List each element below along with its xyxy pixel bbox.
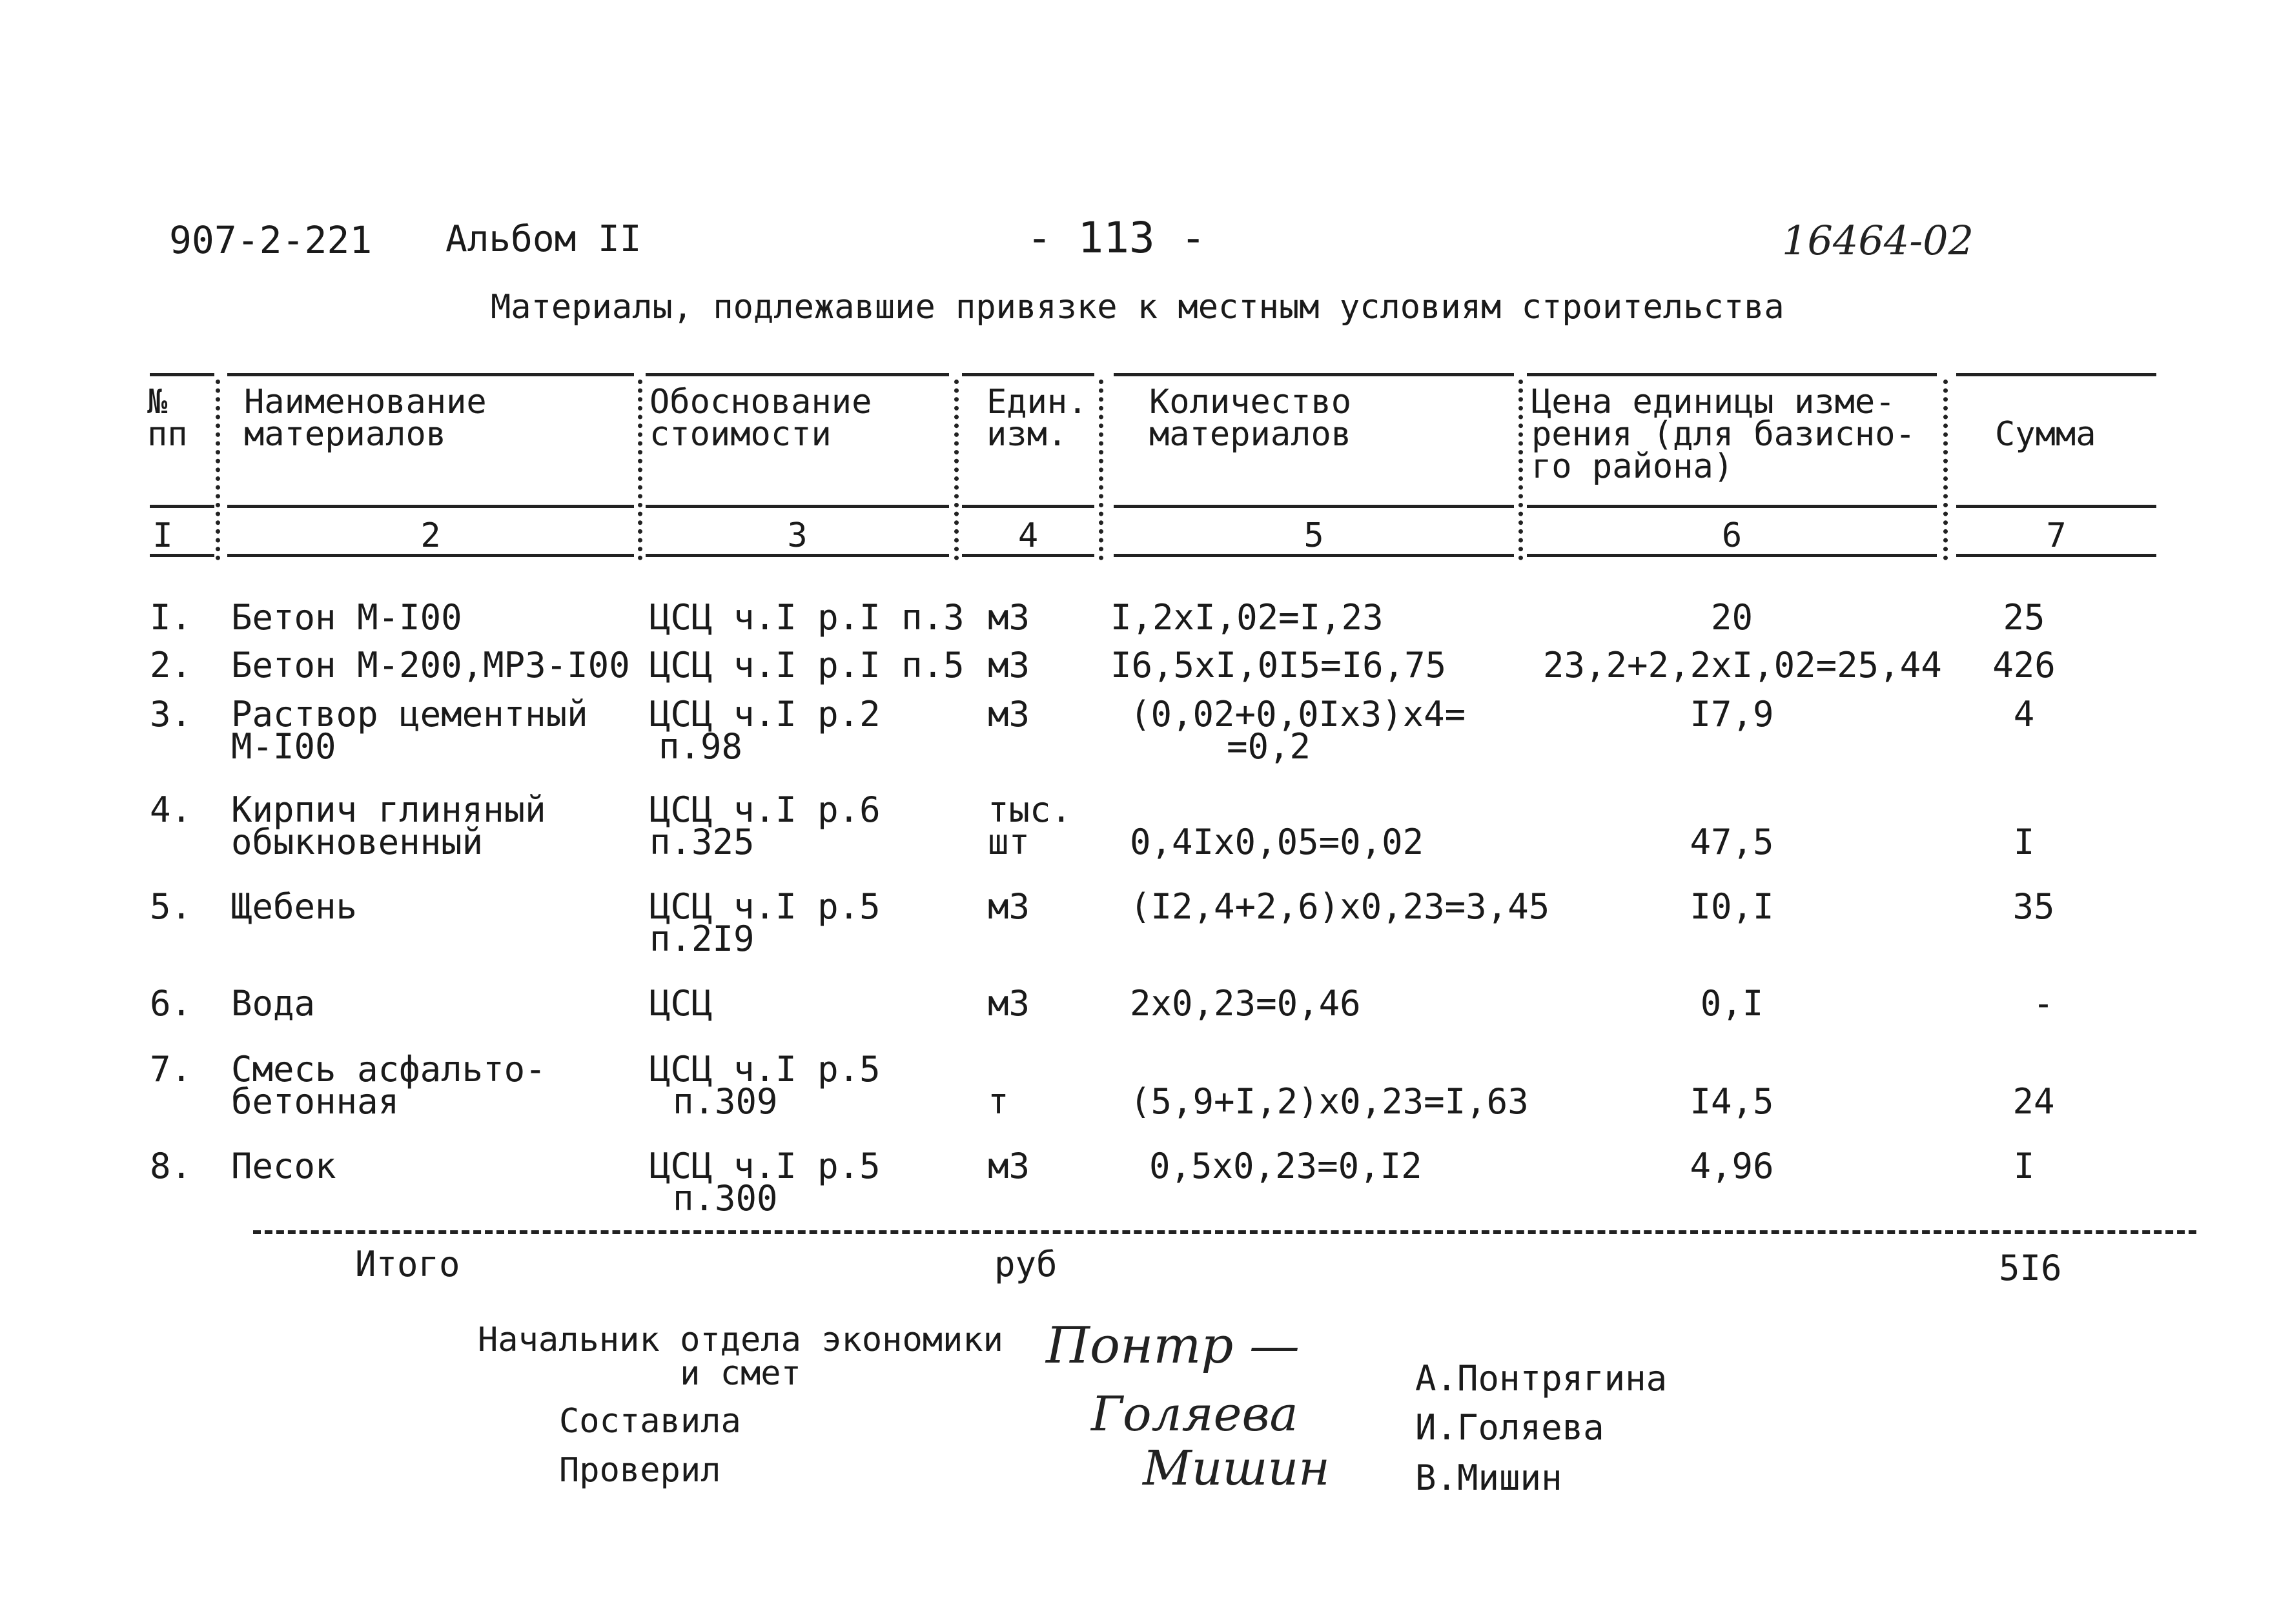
- unit: [988, 645, 1030, 685]
- unit-price: I7,9: [1690, 694, 1774, 735]
- col-number: 6: [1721, 516, 1742, 555]
- header-mid-rule: [1956, 505, 2156, 508]
- row-number: 7.: [150, 1049, 192, 1090]
- unit-line: шт: [988, 822, 1030, 862]
- signature-role: [559, 1451, 721, 1490]
- cost-basis: [649, 645, 965, 685]
- col-head-line: №: [147, 383, 168, 421]
- quantity-line: 0,5х0,23=0,I2: [1149, 1146, 1422, 1186]
- unit: [988, 1146, 1030, 1186]
- unit-price: 20: [1710, 597, 1753, 638]
- quantity: [1130, 822, 1424, 862]
- row-sum: -: [2032, 983, 2054, 1024]
- column-separator: [216, 380, 220, 560]
- header-top-rule: [962, 373, 1094, 376]
- col-head-line: пп: [147, 415, 188, 454]
- unit-line: м3: [988, 1146, 1030, 1186]
- cost-basis-line: п.2I9: [649, 919, 755, 959]
- material-name: [231, 789, 546, 862]
- signature-role: [478, 1321, 1003, 1393]
- column-separator: [1099, 380, 1103, 560]
- row-number: 3.: [150, 694, 192, 735]
- row-sum: 35: [2012, 886, 2055, 927]
- total-label: Итого: [355, 1244, 460, 1284]
- material-name-line: Песок: [231, 1146, 336, 1186]
- col-number: 2: [420, 516, 441, 555]
- col-head-basis: [649, 383, 872, 454]
- material-name-line: бетонная: [231, 1081, 400, 1122]
- signer-name: А.Понтрягина: [1415, 1358, 1668, 1399]
- col-head-line: стоимости: [649, 415, 832, 454]
- material-name: [231, 886, 358, 927]
- unit: [988, 694, 1030, 735]
- row-sum: 25: [2003, 597, 2045, 638]
- quantity: [1130, 1081, 1529, 1122]
- material-name: [231, 983, 316, 1024]
- col-number: 7: [2046, 516, 2067, 555]
- material-name-line: Бетон М-I00: [231, 597, 462, 638]
- material-name-line: Кирпич глиняный: [231, 789, 546, 830]
- unit-price: 47,5: [1690, 822, 1774, 862]
- total-sum: 5I6: [1999, 1248, 2062, 1288]
- album-label: Альбом II: [445, 218, 642, 260]
- unit: [988, 789, 1072, 862]
- col-head-line: го района): [1531, 447, 1734, 486]
- handwritten-signature: Голяева: [1091, 1386, 1298, 1442]
- header-mid-rule: [150, 505, 214, 508]
- col-head-unit: [986, 383, 1088, 454]
- unit-price: 23,2+2,2хI,02=25,44: [1543, 645, 1942, 685]
- cost-basis: [649, 1049, 881, 1122]
- quantity-line: (I2,4+2,6)х0,23=3,45: [1130, 886, 1550, 927]
- cost-basis-line: ЦСЦ ч.I р.I п.5: [649, 645, 965, 685]
- unit: [988, 1081, 1009, 1122]
- cost-basis: [649, 694, 881, 767]
- cost-basis-line: п.98: [659, 726, 743, 767]
- cost-basis-line: ЦСЦ ч.I р.5: [649, 1049, 881, 1090]
- row-number: I.: [150, 597, 192, 638]
- quantity-line: (0,02+0,0Iх3)х4=: [1130, 694, 1466, 735]
- unit-line: м3: [988, 597, 1030, 638]
- handwritten-signature: Мишин: [1143, 1441, 1330, 1496]
- col-head-line: рения (для базисно-: [1531, 415, 1916, 454]
- row-sum: 426: [1992, 645, 2056, 685]
- unit-price: I0,I: [1690, 886, 1774, 927]
- col-number: 4: [1017, 516, 1039, 555]
- col-head-name: [244, 383, 487, 454]
- header-top-rule: [1527, 373, 1937, 376]
- cost-basis: [649, 983, 713, 1024]
- header-mid-rule: [1114, 505, 1514, 508]
- document-code: 907-2-221: [169, 218, 373, 262]
- signature-role-line: и смет: [680, 1354, 801, 1393]
- col-head-line: Наименование: [244, 383, 487, 421]
- unit-line: т: [988, 1081, 1009, 1122]
- row-number: 8.: [150, 1146, 192, 1186]
- unit: [988, 886, 1030, 927]
- row-number: 4.: [150, 789, 192, 830]
- material-name-line: Бетон М-200,МРЗ-I00: [231, 645, 630, 685]
- unit-price: 0,I: [1700, 983, 1764, 1024]
- signature-role: [559, 1402, 741, 1441]
- material-name: [231, 597, 462, 638]
- quantity: [1130, 886, 1550, 927]
- row-sum: 24: [2012, 1081, 2055, 1122]
- unit-line: м3: [988, 886, 1030, 927]
- header-top-rule: [227, 373, 634, 376]
- cost-basis-line: ЦСЦ ч.I р.5: [649, 886, 881, 927]
- col-head-line: Сумма: [1995, 415, 2096, 454]
- col-head-sum: [1995, 415, 2096, 454]
- cost-basis: [649, 597, 965, 638]
- col-number: 3: [787, 516, 808, 555]
- quantity-line: (5,9+I,2)х0,23=I,63: [1130, 1081, 1529, 1122]
- quantity: [1130, 694, 1466, 767]
- material-name: [231, 645, 630, 685]
- unit-line: м3: [988, 645, 1030, 685]
- quantity: [1130, 983, 1361, 1024]
- inventory-number: 16464-02: [1782, 217, 1974, 264]
- cost-basis: [649, 789, 881, 862]
- col-head-quantity: [1149, 383, 1352, 454]
- column-separator: [1943, 380, 1948, 560]
- header-top-rule: [1956, 373, 2156, 376]
- quantity-line: 0,4Iх0,05=0,02: [1130, 822, 1424, 862]
- material-name: [231, 1146, 336, 1186]
- material-name-line: М-I00: [231, 726, 336, 767]
- material-name-line: Смесь асфальто-: [231, 1049, 546, 1090]
- cost-basis-line: п.300: [673, 1178, 778, 1219]
- header-mid-rule: [1527, 505, 1937, 508]
- col-head-line: Един.: [986, 383, 1088, 421]
- material-name-line: обыкновенный: [231, 822, 484, 862]
- cost-basis: [649, 1146, 881, 1219]
- header-mid-rule: [646, 505, 949, 508]
- col-number: I: [152, 516, 173, 555]
- row-sum: 4: [2013, 694, 2035, 735]
- col-head-price: [1531, 383, 1916, 486]
- header-mid-rule: [962, 505, 1094, 508]
- quantity-line: 2х0,23=0,46: [1130, 983, 1361, 1024]
- unit-line: м3: [988, 983, 1030, 1024]
- handwritten-signature: Понтр —: [1046, 1317, 1300, 1375]
- header-mid-rule: [227, 505, 634, 508]
- col-head-line: Цена единицы изме-: [1531, 383, 1896, 421]
- table-title: Материалы, подлежавшие привязке к местным условиям строительства: [491, 288, 1784, 327]
- col-head-line: изм.: [986, 415, 1068, 454]
- signature-role-line: Начальник отдела экономики: [478, 1321, 1003, 1359]
- col-head-number: [147, 383, 188, 454]
- quantity: [1110, 597, 1384, 638]
- signer-name: И.Голяева: [1415, 1407, 1604, 1448]
- col-head-line: Количество: [1149, 383, 1352, 421]
- unit-line: тыс.: [988, 789, 1072, 830]
- material-name: [231, 694, 588, 767]
- row-number: 5.: [150, 886, 192, 927]
- unit-price: I4,5: [1690, 1081, 1774, 1122]
- signature-role-line: Составила: [559, 1402, 741, 1441]
- quantity-line: =0,2: [1227, 726, 1311, 767]
- column-separator: [1518, 380, 1523, 560]
- material-name-line: Раствор цементный: [231, 694, 588, 735]
- unit: [988, 983, 1030, 1024]
- cost-basis-line: ЦСЦ: [649, 983, 713, 1024]
- cost-basis: [649, 886, 881, 959]
- column-separator: [954, 380, 959, 560]
- col-head-line: материалов: [244, 415, 447, 454]
- unit-line: м3: [988, 694, 1030, 735]
- material-name-line: Щебень: [231, 886, 358, 927]
- col-number: 5: [1303, 516, 1324, 555]
- quantity-line: I6,5хI,0I5=I6,75: [1110, 645, 1447, 685]
- col-head-line: материалов: [1149, 415, 1352, 454]
- cost-basis-line: ЦСЦ ч.I р.2: [649, 694, 881, 735]
- cost-basis-line: ЦСЦ ч.I р.I п.3: [649, 597, 965, 638]
- header-top-rule: [150, 373, 214, 376]
- quantity-line: I,2хI,02=I,23: [1110, 597, 1384, 638]
- total-unit: руб: [994, 1244, 1058, 1284]
- column-separator: [638, 380, 642, 560]
- material-name-line: Вода: [231, 983, 316, 1024]
- col-head-line: Обоснование: [649, 383, 872, 421]
- cost-basis-line: ЦСЦ ч.I р.6: [649, 789, 881, 830]
- unit-price: 4,96: [1690, 1146, 1774, 1186]
- row-number: 6.: [150, 983, 192, 1024]
- quantity: [1110, 645, 1447, 685]
- cost-basis-line: п.309: [673, 1081, 778, 1122]
- cost-basis-line: ЦСЦ ч.I р.5: [649, 1146, 881, 1186]
- row-sum: I: [2013, 822, 2035, 862]
- quantity: [1149, 1146, 1422, 1186]
- material-name: [231, 1049, 546, 1122]
- header-top-rule: [1114, 373, 1514, 376]
- row-sum: I: [2013, 1146, 2035, 1186]
- total-separator: [253, 1230, 2196, 1234]
- signer-name: В.Мишин: [1415, 1457, 1562, 1498]
- page-number: - 113 -: [1027, 213, 1207, 263]
- signature-role-line: Проверил: [559, 1451, 721, 1490]
- unit: [988, 597, 1030, 638]
- header-top-rule: [646, 373, 949, 376]
- cost-basis-line: п.325: [649, 822, 755, 862]
- row-number: 2.: [150, 645, 192, 685]
